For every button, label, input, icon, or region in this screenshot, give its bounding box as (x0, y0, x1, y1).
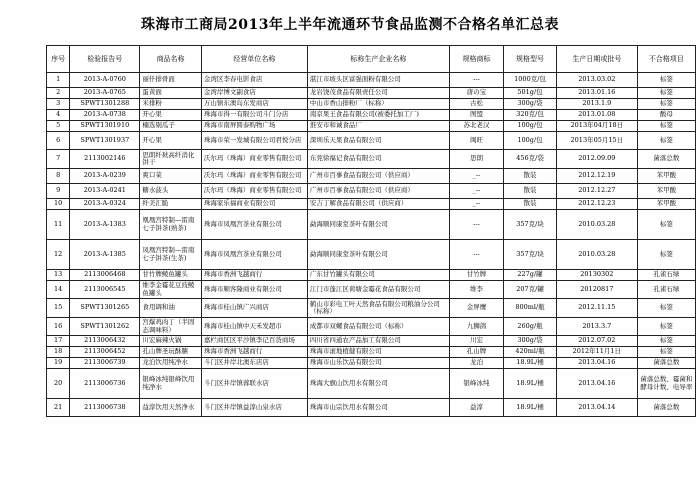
table-cell: 沃尔玛（珠海）商业零售有限公司 (201, 150, 307, 169)
table-cell: --- (449, 240, 503, 270)
table-cell: 357克/块 (504, 240, 557, 270)
table-row (47, 121, 696, 132)
table-cell: 2113006739 (70, 358, 140, 369)
failed-items-table (46, 45, 696, 417)
table-cell: 斗门区井岸镇益淳山泉水店 (201, 399, 307, 417)
table-cell: 鹤山市彩电工叶天然食品有限公司粮油分公司（标称） (307, 299, 449, 318)
table-cell: 3 (47, 99, 70, 110)
table-cell: 勐海顺同康堂茶叶有限公司 (307, 240, 449, 270)
table-cell: 江门市蓬江区荷塘金霉花食品有限公司 (307, 281, 449, 299)
table-cell: 银峰冰纯 (449, 369, 503, 399)
table-cell: 珠海市山乐饮品有限公司 (307, 358, 449, 369)
table-row (47, 358, 696, 369)
header-cell: 商品名称 (140, 46, 202, 73)
table-cell: 甘竹牌 (449, 270, 503, 281)
table-cell: 2113006736 (70, 369, 140, 399)
table-cell: 15 (47, 299, 70, 318)
table-cell: 孔山牌圣玩酥腩 (140, 347, 202, 358)
table-header-row (47, 46, 696, 73)
table-cell: 食用调和油 (140, 299, 202, 318)
table-cell: 龙泊 (449, 358, 503, 369)
table-cell: 嘉栏商区区平沙镇李记百货商场 (201, 336, 307, 347)
header-cell: 生产日期或批号 (557, 46, 638, 73)
table-cell: 2012.09.09 (557, 150, 638, 169)
table-cell: _-- (449, 199, 503, 210)
table-cell: 21 (47, 399, 70, 417)
table-cell: 维李金霉花豆豉鲮鱼罐头 (140, 281, 202, 299)
table-cell: 2012.07.02 (557, 336, 638, 347)
table-cell: 珠海市南屏圆泰购物广场 (201, 121, 307, 132)
table-cell: 2013.01.08 (557, 110, 638, 121)
table-cell: 珠海市山宗饮用水有限公司 (307, 399, 449, 417)
table-cell: 珠海市凤凰宫茶业有限公司 (201, 240, 307, 270)
table-cell: 爽口菜 (140, 169, 202, 184)
table-cell: 2012年11月1日 (557, 347, 638, 358)
table-cell: 1 (47, 73, 70, 88)
table-cell: 广州市百事食品有限公司（供应商） (307, 184, 449, 199)
table-row (47, 336, 696, 347)
table-cell: 标签 (637, 347, 695, 358)
table-cell: SPWT1301937 (70, 132, 140, 150)
table-cell: 斗门区井岸镇蓉联水店 (201, 369, 307, 399)
table-cell: 中山市香山排粉厂（标称） (307, 99, 449, 110)
table-cell: --- (449, 73, 503, 88)
table-cell: 18.9L/桶 (504, 399, 557, 417)
table-cell: 珠海市凤凰宫茶业有限公司 (201, 210, 307, 240)
table-cell: 苯甲酸 (637, 184, 695, 199)
header-cell: 经营单位名称 (201, 46, 307, 73)
table-cell: 320克/包 (504, 110, 557, 121)
table-cell: 2013-A-1385 (70, 240, 140, 270)
table-cell: 银峰冰纯银峰饮用纯净水 (140, 369, 202, 399)
table-cell: 图盟 (449, 110, 503, 121)
table-row (47, 369, 696, 399)
table-cell: 散装 (504, 184, 557, 199)
table-cell: 11 (47, 210, 70, 240)
table-cell: 菌落总数、霉菌和酵母计数、电导率 (637, 369, 695, 399)
table-row (47, 270, 696, 281)
header-cell: 序号 (47, 46, 70, 73)
table-cell: 2010.03.28 (557, 210, 638, 240)
table-cell: 2013-A-0239 (70, 169, 140, 184)
table-cell: 苯甲酸 (637, 169, 695, 184)
table-cell: 标签 (637, 99, 695, 110)
table-cell: 东莞徐福记食品有限公司 (307, 150, 449, 169)
table-cell: 207克/罐 (504, 281, 557, 299)
table-cell: 420ml/瓶 (504, 347, 557, 358)
table-cell: 金屏鹰 (449, 299, 503, 318)
table-cell: 纤美汇脆 (140, 199, 202, 210)
table-cell: _-- (449, 169, 503, 184)
table-cell: 甘竹牌鲮鱼罐头 (140, 270, 202, 281)
table-cell: 闽旺 (449, 132, 503, 150)
table-row (47, 199, 696, 210)
table-cell: 456克/袋 (504, 150, 557, 169)
table-cell: 2013.04.16 (557, 369, 638, 399)
table-cell: 益淳饮用天然净水 (140, 399, 202, 417)
table-cell: 17 (47, 336, 70, 347)
table-cell: 古松 (449, 99, 503, 110)
table-cell: 260g/瓶 (504, 318, 557, 336)
table-cell: 苯甲酸 (637, 199, 695, 210)
table-cell: 2013.04.14 (557, 399, 638, 417)
table-cell: 19 (47, 358, 70, 369)
table-cell: 20130302 (557, 270, 638, 281)
table-cell: 2113006738 (70, 399, 140, 417)
table-cell: 2113006545 (70, 281, 140, 299)
table-cell: 宫爆鸡肉丁（半固态调味料） (140, 318, 202, 336)
table-cell: 2013-A-0738 (70, 110, 140, 121)
table-cell: 2013年04月18日 (557, 121, 638, 132)
table-row (47, 318, 696, 336)
table-cell: 菌落总数 (637, 399, 695, 417)
table-cell: 开心果 (140, 132, 202, 150)
table-cell: 2113002146 (70, 150, 140, 169)
table-cell: 益淳 (449, 399, 503, 417)
table-cell: 沃尔玛（珠海）商业零售有限公司 (201, 184, 307, 199)
table-cell: 孔雀石绿 (637, 281, 695, 299)
table-cell: 珠海市香洲飞越商行 (201, 347, 307, 358)
table-cell: 九狮鸽 (449, 318, 503, 336)
table-cell: 1000克/包 (504, 73, 557, 88)
table-cell: 14 (47, 281, 70, 299)
table-cell: 勐海顺同康堂茶叶有限公司 (307, 210, 449, 240)
table-cell: 300g/袋 (504, 336, 557, 347)
table-cell: 凤凰宫特制—雷南七子饼茶(生茶) (140, 240, 202, 270)
table-cell: 2010.03.28 (557, 240, 638, 270)
table-cell: 13 (47, 270, 70, 281)
table-cell: 2013-A-0324 (70, 199, 140, 210)
table-cell: 20120817 (557, 281, 638, 299)
table-cell: 龙岩饶茂食品有限责任公司 (307, 88, 449, 99)
table-cell: 斗门区井岸北澳东店店 (201, 358, 307, 369)
table-cell: 开心果 (140, 110, 202, 121)
header-cell: 规格商标 (449, 46, 503, 73)
table-cell: 标签 (637, 210, 695, 240)
table-cell: 珠海市桂山镇广兴商店 (201, 299, 307, 318)
table-cell: 2012.12.19 (557, 169, 638, 184)
table-cell: 100g/包 (504, 132, 557, 150)
table-cell: 标签 (637, 73, 695, 88)
table-cell: 沃尔玛（珠海）商业零售有限公司 (201, 169, 307, 184)
table-cell: SPWT1301265 (70, 299, 140, 318)
table-cell: 川宏麻辣火锅 (140, 336, 202, 347)
table-cell: 2113006432 (70, 336, 140, 347)
table-cell: 深圳乐天果食品有限公司 (307, 132, 449, 150)
table-cell: 金湾区李春电影食店 (201, 73, 307, 88)
table-row (47, 184, 696, 199)
table-cell: 6 (47, 132, 70, 150)
table-row (47, 73, 696, 88)
table-cell: SPWT1301288 (70, 99, 140, 110)
table-cell: 丽仟排骨面 (140, 73, 202, 88)
table-cell: 金湾岸博文副食店 (201, 88, 307, 99)
table-cell: 20 (47, 369, 70, 399)
table-cell: 7 (47, 150, 70, 169)
table-row (47, 281, 696, 299)
table-cell: 淮安市和诚食品厂 (307, 121, 449, 132)
table-row (47, 240, 696, 270)
table-cell: 2013-A-0765 (70, 88, 140, 99)
table-cell: 18.9L/桶 (504, 369, 557, 399)
table-cell: 标签 (637, 240, 695, 270)
table-cell: 珠海市香洲飞越商行 (201, 270, 307, 281)
table-cell: 川宏 (449, 336, 503, 347)
table-cell: 广州市百事食品有限公司（供应商） (307, 169, 449, 184)
table-cell: 龙泊饮用纯净水 (140, 358, 202, 369)
table-cell: 标签 (637, 88, 695, 99)
table-cell: 2013-A-0241 (70, 184, 140, 199)
table-cell: 标签 (637, 132, 695, 150)
table-cell: 安吉丁解食品有限公司（供应商） (307, 199, 449, 210)
table-cell: 2012.11.15 (557, 299, 638, 318)
table-cell: 18 (47, 347, 70, 358)
table-cell: 2013-A-1383 (70, 210, 140, 240)
table-row (47, 299, 696, 318)
table-cell: 4 (47, 110, 70, 121)
table-cell: 2013.1.9 (557, 99, 638, 110)
table-cell: 菌落总数 (637, 150, 695, 169)
table-cell: 珠海大旗山饮用水有限公司 (307, 369, 449, 399)
table-row (47, 132, 696, 150)
table-cell: _-- (449, 184, 503, 199)
table-cell: 501g/包 (504, 88, 557, 99)
table-cell: 227g/罐 (504, 270, 557, 281)
table-cell: 珠海市桂山镇中天禾发超市 (201, 318, 307, 336)
table-cell: 珠海市滚地植健有限公司 (307, 347, 449, 358)
table-row (47, 150, 696, 169)
table-row (47, 110, 696, 121)
table-cell: 珠海市荣一发城有限公司君悦分店 (201, 132, 307, 150)
header-cell: 标称生产企业名称 (307, 46, 449, 73)
table-cell: 糖水菠头 (140, 184, 202, 199)
table-cell: 100g/包 (504, 121, 557, 132)
table-cell: 标签 (637, 299, 695, 318)
table-cell: 凰凰宫特制—雷南七子饼茶(熟茶) (140, 210, 202, 240)
table-cell: 2113006452 (70, 347, 140, 358)
table-cell: 苏北老汉 (449, 121, 503, 132)
table-cell: 思朗 (449, 150, 503, 169)
document-title: 珠海市工商局2013年上半年流通环节食品监测不合格名单汇总表 (141, 17, 559, 33)
table-cell: 南京果王食品有限公司(被委托加工厂) (307, 110, 449, 121)
table-cell: 18.9L/桶 (504, 358, 557, 369)
table-cell: 万山镇东澳岛东发商店 (201, 99, 307, 110)
table-row (47, 399, 696, 417)
table-cell: 800ml/瓶 (504, 299, 557, 318)
table-cell: 2 (47, 88, 70, 99)
header-cell: 规格型号 (504, 46, 557, 73)
table-cell: 9 (47, 184, 70, 199)
table-cell: 湛江市坡头区富强面粉有限公司 (307, 73, 449, 88)
header-cell: 检验报告号 (70, 46, 140, 73)
table-cell: 酸母 (637, 110, 695, 121)
table-cell: 2012.12.23 (557, 199, 638, 210)
table-cell: 5 (47, 121, 70, 132)
table-row (47, 347, 696, 358)
table-cell: 2113006468 (70, 270, 140, 281)
table-cell: 孔山牌 (449, 347, 503, 358)
table-cell: 四川省四通农产品加工有限公司 (307, 336, 449, 347)
table-row (47, 88, 696, 99)
table-row (47, 169, 696, 184)
table-cell: 楠选剔瓜子 (140, 121, 202, 132)
header-cell: 不合格项目 (637, 46, 695, 73)
table-cell: 珠海市得一有限公司斗门分店 (201, 110, 307, 121)
table-cell: 8 (47, 169, 70, 184)
table-cell: 菌落总数 (637, 358, 695, 369)
table-cell: 标签 (637, 121, 695, 132)
table-cell: 12 (47, 240, 70, 270)
table-cell: SPWT1301910 (70, 121, 140, 132)
table-cell: 2013-A-0760 (70, 73, 140, 88)
table-cell: 2013.03.02 (557, 73, 638, 88)
table-cell: 珠海家乐福商业有限公司 (201, 199, 307, 210)
table-cell: 2012.12.27 (557, 184, 638, 199)
table-cell: SPWT1301262 (70, 318, 140, 336)
table-row (47, 210, 696, 240)
table-cell: 300g/袋 (504, 99, 557, 110)
table-cell: 蛋黄面 (140, 88, 202, 99)
table-cell: 孔雀石绿 (637, 270, 695, 281)
table-cell: 珠海市顺客隆商业有限公司 (201, 281, 307, 299)
table-cell: 标签 (637, 318, 695, 336)
table-cell: 357克/块 (504, 210, 557, 240)
table-cell: 2013.04.16 (557, 358, 638, 369)
table-cell: --- (449, 210, 503, 240)
table-cell: 维李 (449, 281, 503, 299)
table-cell: 散装 (504, 169, 557, 184)
table-cell: 标签 (637, 336, 695, 347)
table-cell: 米排粉 (140, 99, 202, 110)
table-cell: 10 (47, 199, 70, 210)
table-cell: 2013年05月15日 (557, 132, 638, 150)
table-cell: 成都市双螺食品有限公司（标称） (307, 318, 449, 336)
table-cell: 16 (47, 318, 70, 336)
table-cell: 唐の宝 (449, 88, 503, 99)
table-cell: 广东甘竹罐头有限公司 (307, 270, 449, 281)
table-cell: 散装 (504, 199, 557, 210)
table-cell: 2013.3.7 (557, 318, 638, 336)
table-cell: 思朗纤麸高纤消化饼干 (140, 150, 202, 169)
table-cell: 2013.01.16 (557, 88, 638, 99)
table-row (47, 99, 696, 110)
